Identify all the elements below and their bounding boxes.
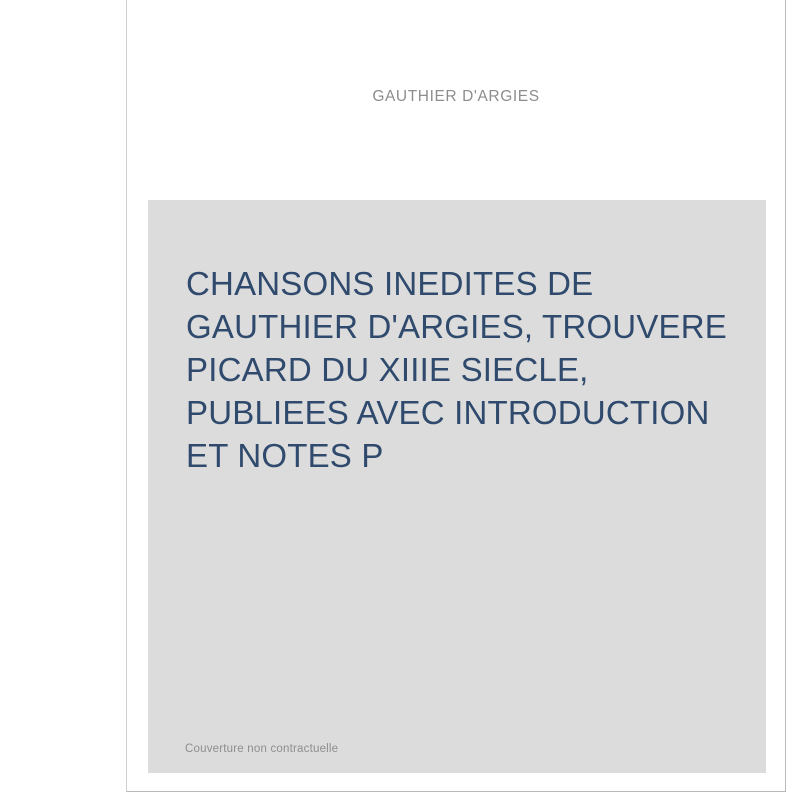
page-bottom-margin [0, 792, 800, 800]
cover-disclaimer: Couverture non contractuelle [185, 743, 339, 755]
title-panel [148, 200, 766, 773]
book-author: GAUTHIER D'ARGIES [372, 88, 540, 105]
book-cover [126, 0, 786, 792]
book-title: CHANSONS INEDITES DE GAUTHIER D'ARGIES, TROUVERE PICARD DU XIIIE SIECLE, PUBLIEES AVEC INTRODUCTION ET NOTES P [186, 265, 728, 474]
page-left-margin [0, 0, 126, 800]
